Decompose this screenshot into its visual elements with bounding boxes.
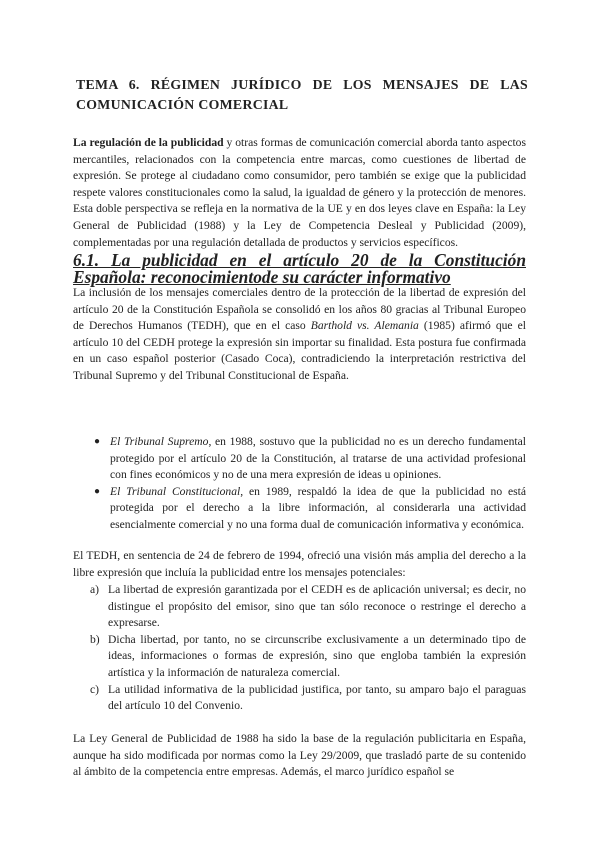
list-marker: a) — [90, 583, 100, 596]
document-title: TEMA 6. RÉGIMEN JURÍDICO DE LOS MENSAJES DE LAS COMUNICACIÓN COMERCIAL — [76, 77, 528, 112]
bullet-text: , en 1989, respaldó la idea de que la publicidad no está protegida por el derecho a la libre información, al considerarla una actividad esencialmente comercial y no una forma dual de comunicación informativa y económica. — [110, 484, 526, 531]
list-item — [90, 632, 526, 682]
bullet-text: , en 1988, sostuvo que la publicidad no es un derecho fundamental protegido por el artículo 20 de la Constitución, al tratarse de una actividad profesional con fines económicos y no de una mera expresión de ideas u opiniones. — [110, 435, 526, 482]
intro-lead: La regulación de la publicidad — [73, 136, 224, 149]
bullet-marker: ● — [94, 436, 101, 447]
section-paragraph-part2: (1985) afirmó que el artículo 10 del CEDH protege la expresión sin importar su finalidad. Esta postura fue confirmada en un caso español posterior (Casado Coca), contradiciendo la interpretación restrictiva del Tribunal Supremo y del Tribunal Constitucional de España. — [73, 319, 526, 382]
list-item — [90, 582, 526, 632]
bullet-emphasis: El Tribunal Constitucional — [110, 484, 241, 498]
bullet-marker: ● — [94, 485, 101, 497]
list-marker: c) — [90, 682, 100, 696]
list-item-text: Dicha libertad, por tanto, no se circunscribe exclusivamente a un determinado tipo de ideas, informaciones o formas de expresión, sino que engloba también la expresión artística y la información de naturaleza comercial. — [108, 632, 526, 679]
list-item — [90, 682, 526, 715]
court-bullet-list — [94, 434, 526, 534]
case-name: Barthold vs. Alemania — [310, 319, 419, 333]
list-marker: b) — [90, 632, 100, 646]
section-heading: 6.1. La publicidad en el artículo 20 de la Constitución Española: reconocimientode su carácter informativo — [73, 250, 526, 287]
final-paragraph: La Ley General de Publicidad de 1988 ha sido la base de la regulación publicitaria en España, aunque ha sido modificada por normas como la Ley 29/2009, que trasladó parte de su contenido al ámbito de la competencia entre empresas. Además, el marco jurídico español se — [73, 732, 526, 779]
section-paragraph-part1: La inclusión de los mensajes comerciales dentro de la protección de la libertad de expresión del artículo 20 de la Constitución Española se consolidó en los años 80 gracias al Tribunal Europeo de Derechos Humanos (TEDH), que en el caso — [73, 286, 526, 333]
tedh-paragraph: El TEDH, en sentencia de 24 de febrero de 1994, ofreció una visión más amplia del derecho a la libre expresión que incluía la publicidad entre los mensajes potenciales: — [73, 549, 526, 579]
list-item-text: La utilidad informativa de la publicidad justifica, por tanto, su amparo bajo el paraguas del artículo 10 del Convenio. — [108, 682, 526, 713]
lettered-list — [90, 582, 526, 715]
list-item — [94, 434, 526, 484]
intro-text: y otras formas de comunicación comercial aborda tanto aspectos mercantiles, relacionados con la competencia entre marcas, como cuestiones de libertad de expresión. Se protege al ciudadano como consumidor, pero también se exige que la publicidad respete valores constitucionales como la salud, la igualdad de género y la protección de menores. Esta doble perspectiva se refleja en la normativa de la UE y en dos leyes clave en España: la Ley General de Publicidad (1988) y la Ley de Competencia Desleal y Publicidad (2009), complementadas por una regulación detallada de productos y servicios específicos. — [73, 136, 526, 249]
bullet-emphasis: El Tribunal Supremo — [110, 435, 209, 448]
list-item-text: La libertad de expresión garantizada por el CEDH es de aplicación universal; es decir, no distingue el propósito del emisor, sino que tan sólo reconoce o restringe el derecho a expresarse. — [108, 583, 526, 630]
list-item — [94, 484, 526, 534]
intro-paragraph — [73, 135, 526, 251]
section-paragraph — [73, 285, 526, 385]
